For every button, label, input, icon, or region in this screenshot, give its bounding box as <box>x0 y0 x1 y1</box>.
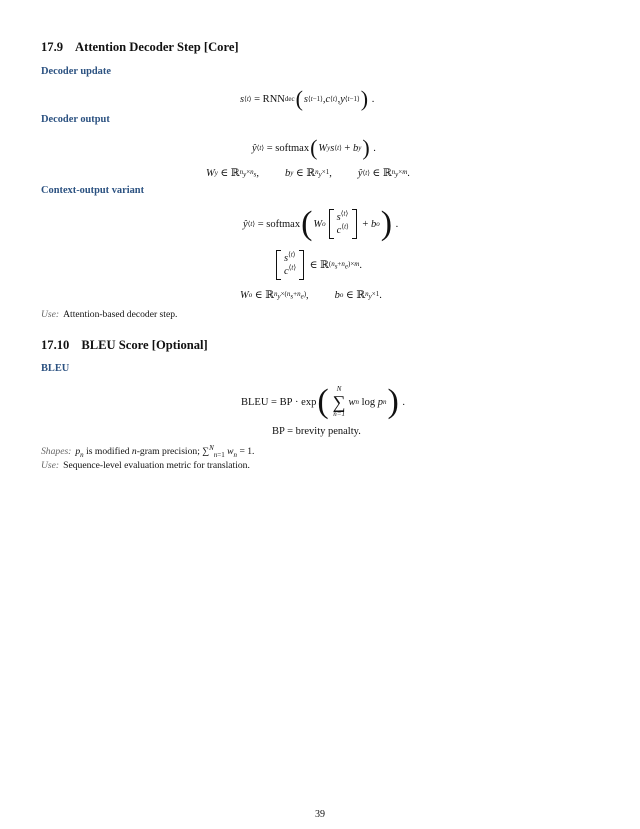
equation-context-output-shapes: W o ∈ ℝ $n_y\times(n_s+n_e)$ , b o ∈ ℝ $n_y\times 1$ . <box>240 289 382 301</box>
use-label: Use: <box>41 309 60 320</box>
shapes-text-a: is modified <box>86 446 130 457</box>
use-note-17-9 <box>41 309 177 320</box>
section-title-17-9 <box>41 40 239 55</box>
section-title-text: BLEU Score [Optional] <box>81 338 208 352</box>
use-text: Sequence-level evaluation metric for translation. <box>63 460 250 471</box>
use-note-17-10 <box>41 460 250 471</box>
subhead-context-output: Context-output variant <box>41 185 145 196</box>
section-title-text: Attention Decoder Step [Core] <box>75 40 239 54</box>
section-number: 17.9 <box>41 40 64 54</box>
subhead-decoder-output: Decoder output <box>41 114 110 125</box>
page-number: 39 <box>315 809 325 820</box>
shapes-text-b: -gram precision; <box>136 446 200 457</box>
equation-decoder-output-shapes: W y ∈ ℝ $n_y\times n_s$ , b y ∈ ℝ $n_y\times 1$ , ŷ ⟨t⟩ ∈ ℝ $n_y\times m$ . <box>206 167 410 179</box>
bp-definition: BP = brevity penalty. <box>272 426 361 437</box>
equation-decoder-output: ŷ ⟨t⟩ = softmax ( W y s ⟨t⟩ + b y ) . <box>252 135 376 160</box>
shapes-note-17-10: Shapes: $p_n$ is modified n-gram precision; ∑$^N_{n=1}$ $w_n = 1$. <box>41 443 255 459</box>
use-text: Attention-based decoder step. <box>63 309 178 320</box>
shapes-label: Shapes: <box>41 446 72 457</box>
subhead-decoder-update: Decoder update <box>41 66 111 77</box>
equation-bleu: BLEU = BP · exp ( N ∑ n=1 w n log p n ) . <box>241 383 406 420</box>
equation-concat-shape: $s^{⟨t⟩}$ $c^{⟨t⟩}$ ∈ ℝ $(n_s+n_e)\times m$ . <box>273 250 362 280</box>
section-number: 17.10 <box>41 338 70 352</box>
equation-context-output: ŷ ⟨t⟩ = softmax ( W o $s^{⟨t⟩}$ $c^{⟨t⟩}$ + b o ) . <box>243 205 399 242</box>
section-title-17-10 <box>41 338 208 353</box>
equation-decoder-update: s ⟨t⟩ = RNN dec ( s ⟨t−1⟩ , c ⟨t⟩ , y ⟨t−1⟩ ) . <box>240 86 375 111</box>
subhead-bleu: BLEU <box>41 363 70 374</box>
use-label: Use: <box>41 460 60 471</box>
